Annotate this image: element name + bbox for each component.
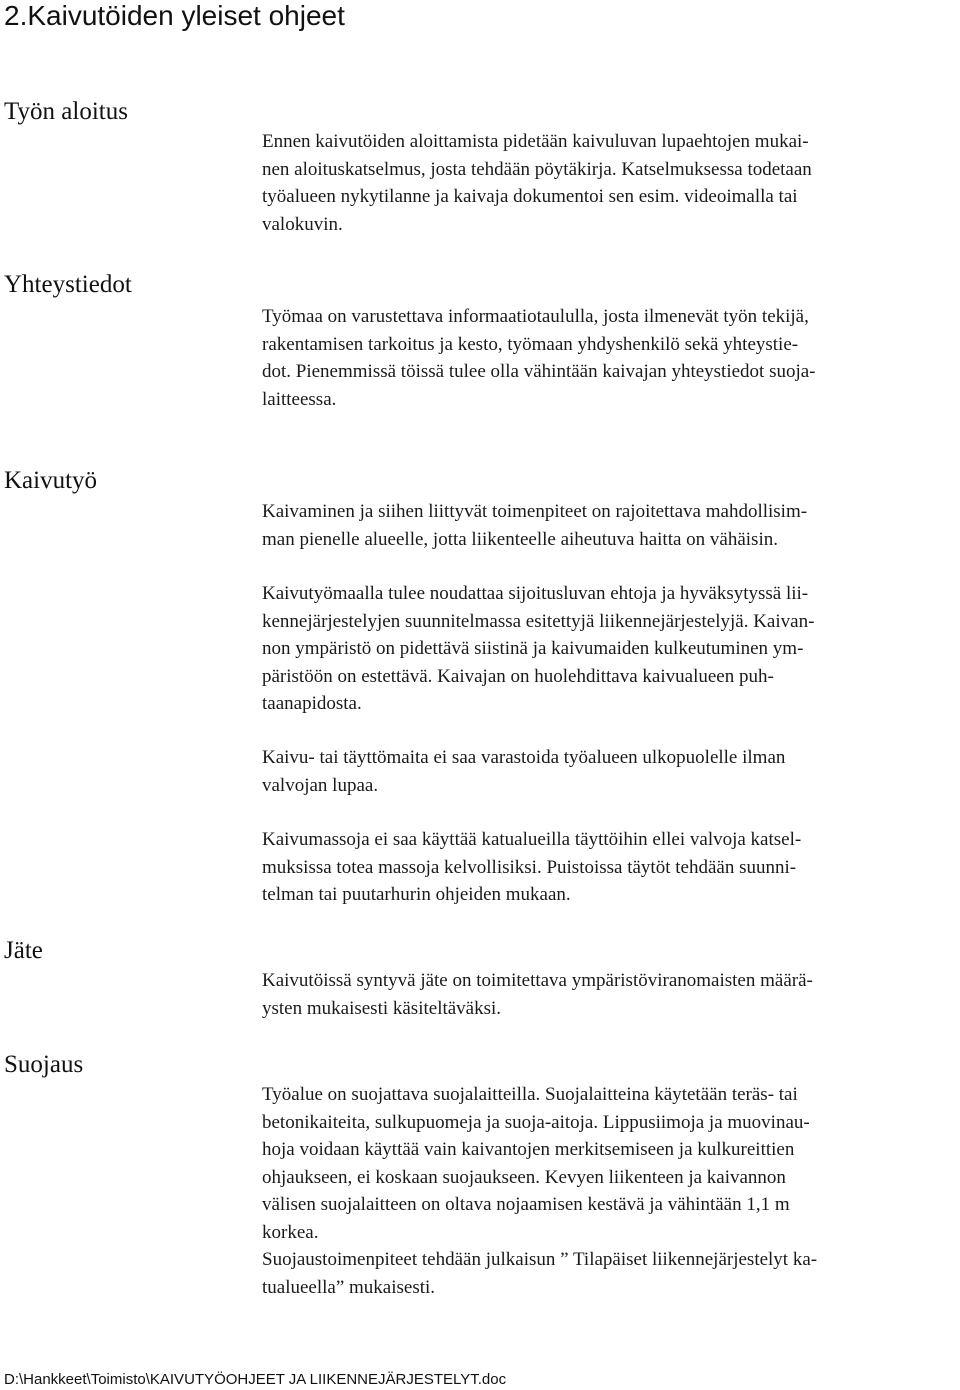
paragraph-yhteystiedot	[262, 303, 816, 413]
text-line: Kaivaminen ja siihen liittyvät toimenpiteet on rajoitettava mahdollisim-	[262, 501, 808, 522]
text-line: työalueen nykytilanne ja kaivaja dokumentoi sen esim. videoimalla tai	[262, 186, 798, 207]
text-line: dot. Pienemmissä töissä tulee olla vähintään kaivajan yhteystiedot suoja-	[262, 361, 816, 382]
text-line: tualueella” mukaisesti.	[262, 1276, 436, 1298]
text-line: muksissa totea massoja kelvollisiksi. Puistoissa täytöt tehdään suunni-	[262, 856, 797, 878]
heading-kaivutyo: Kaivutyö	[4, 467, 98, 494]
text-line: man pienelle alueelle, jotta liikenteelle aiheutuva haitta on vähäisin.	[262, 528, 778, 550]
heading-jate: Jäte	[4, 937, 43, 964]
text-line: Kaivumassoja ei saa käyttää katualueilla täyttöihin ellei valvoja katsel-	[262, 829, 802, 850]
text-line: välisen suojalaitteen on oltava nojaamisen kestävä ja vähintään 1,1 m	[262, 1194, 790, 1215]
footer-file-path: D:\Hankkeet\Toimisto\KAIVUTYÖOHJEET JA LIIKENNEJÄRJESTELYT.doc	[4, 1371, 507, 1388]
text-line: Kaivu- tai täyttömaita ei saa varastoida työalueen ulkopuolelle ilman	[262, 747, 786, 768]
text-line: Kaivutyömaalla tulee noudattaa sijoitusluvan ehtoja ja hyväksytyssä lii-	[262, 583, 809, 604]
heading-tyon-aloitus: Työn aloitus	[4, 98, 128, 125]
text-line: ohjaukseen, ei koskaan suojaukseen. Kevyen liikenteen ja kaivannon	[262, 1166, 786, 1188]
text-line: valokuvin.	[262, 213, 343, 235]
text-line: betonikaiteita, sulkupuomeja ja suoja-aitoja. Lippusiimoja ja muovinau-	[262, 1111, 810, 1133]
text-line: rakentamisen tarkoitus ja kesto, työmaan yhdyshenkilö sekä yhteystie-	[262, 333, 799, 355]
paragraph-kaivutyo-1	[262, 498, 807, 553]
paragraph-suojaus	[262, 1081, 817, 1301]
text-line: valvojan lupaa.	[262, 774, 379, 796]
text-line: Työmaa on varustettava informaatiotaululla, josta ilmenevät työn tekijä,	[262, 306, 809, 327]
text-line: telman tai puutarhurin ohjeiden mukaan.	[262, 884, 571, 905]
text-line: korkea.	[262, 1221, 319, 1243]
document-title: 2.Kaivutöiden yleiset ohjeet	[4, 0, 345, 31]
text-line: kennejärjestelyjen suunnitelmassa esitettyjä liikennejärjestelyjä. Kaivan-	[262, 610, 815, 632]
text-line: taanapidosta.	[262, 693, 362, 714]
text-line: hoja voidaan käyttää vain kaivantojen merkitsemiseen ja kulkureittien	[262, 1139, 795, 1160]
paragraph-kaivutyo-2	[262, 580, 814, 718]
text-line: Työalue on suojattava suojalaitteilla. Suojalaitteina käytetään teräs- tai	[262, 1084, 798, 1105]
text-line: päristöön on estettävä. Kaivajan on huolehdittava kaivualueen puh-	[262, 665, 774, 687]
paragraph-kaivutyo-3	[262, 744, 785, 799]
text-line: ysten mukaisesti käsiteltäväksi.	[262, 997, 502, 1019]
text-line: laitteessa.	[262, 388, 337, 410]
text-line: non ympäristö on pidettävä siistinä ja kaivumaiden kulkeutuminen ym-	[262, 638, 804, 659]
paragraph-jate	[262, 967, 813, 1022]
text-line: Ennen kaivutöiden aloittamista pidetään kaivuluvan lupaehtojen mukai-	[262, 131, 809, 152]
text-line: nen aloituskatselmus, josta tehdään pöytäkirja. Katselmuksessa todetaan	[262, 158, 812, 180]
heading-yhteystiedot: Yhteystiedot	[4, 271, 132, 298]
paragraph-kaivutyo-4	[262, 826, 801, 909]
text-line: Suojaustoimenpiteet tehdään julkaisun ” Tilapäiset liikennejärjestelyt ka-	[262, 1249, 818, 1270]
text-line: Kaivutöissä syntyvä jäte on toimitettava ympäristöviranomaisten määrä-	[262, 970, 813, 991]
heading-suojaus: Suojaus	[4, 1051, 84, 1078]
paragraph-aloitus	[262, 128, 812, 238]
